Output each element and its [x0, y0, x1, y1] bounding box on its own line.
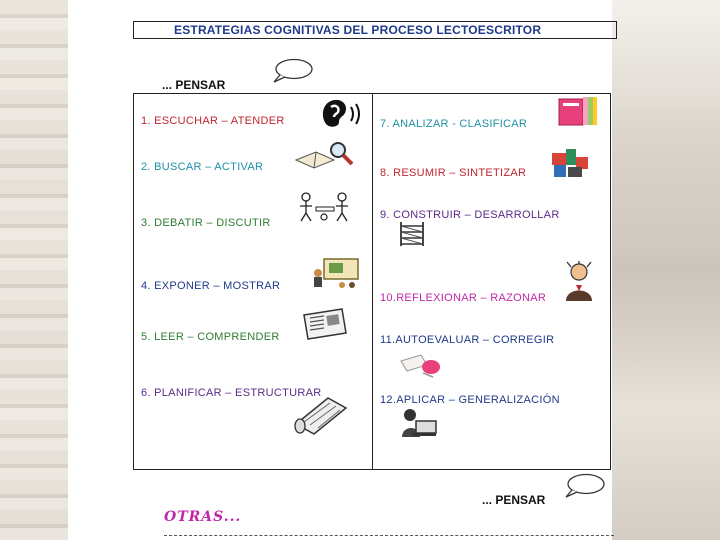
eraser-icon: [399, 351, 443, 381]
document-page: [68, 0, 612, 540]
thinker-icon: [562, 261, 596, 301]
pensar-label-top: ... PENSAR: [162, 78, 226, 92]
page-title: ESTRATEGIAS COGNITIVAS DEL PROCESO LECTOESCRITOR: [133, 21, 617, 39]
folders-icon: [557, 95, 599, 127]
discussion-icon: [294, 189, 356, 227]
strategy-item-11: 11.AUTOEVALUAR – CORREGIR: [380, 334, 555, 346]
puzzle-icon: [548, 147, 592, 179]
computer-user-icon: [398, 407, 438, 441]
background-right-blur: [612, 0, 720, 540]
strategy-item-4: 4. EXPONER – MOSTRAR: [141, 280, 281, 292]
strategy-item-10: 10.REFLEXIONAR – RAZONAR: [380, 292, 547, 304]
newspaper-icon: [302, 307, 348, 341]
strategy-item-3: 3. DEBATIR – DISCUTIR: [141, 217, 271, 229]
otras-label: OTRAS...: [164, 509, 242, 525]
pensar-label-bottom: ... PENSAR: [482, 493, 546, 507]
strategy-item-12: 12.APLICAR – GENERALIZACIÓN: [380, 394, 560, 406]
magnifier-book-icon: [294, 140, 356, 170]
strategy-item-7: 7. ANALIZAR - CLASIFICAR: [380, 118, 528, 130]
strategy-item-6: 6. PLANIFICAR – ESTRUCTURAR: [141, 387, 322, 399]
writing-line: [164, 535, 614, 537]
presentation-icon: [312, 257, 362, 291]
column-divider: [372, 94, 373, 469]
scaffold-icon: [397, 220, 427, 248]
strategy-item-1: 1. ESCUCHAR – ATENDER: [141, 115, 285, 127]
ear-icon: [317, 97, 365, 131]
thought-bubble-icon: [562, 473, 606, 499]
strategies-table: [133, 93, 611, 470]
background-left-blur: [0, 0, 70, 540]
thought-bubble-icon: [270, 58, 314, 84]
strategy-item-8: 8. RESUMIR – SINTETIZAR: [380, 167, 527, 179]
strategy-item-5: 5. LEER – COMPRENDER: [141, 331, 280, 343]
blueprint-icon: [292, 394, 350, 436]
strategy-item-2: 2. BUSCAR – ACTIVAR: [141, 161, 264, 173]
strategy-item-9: 9. CONSTRUIR – DESARROLLAR: [380, 209, 560, 221]
